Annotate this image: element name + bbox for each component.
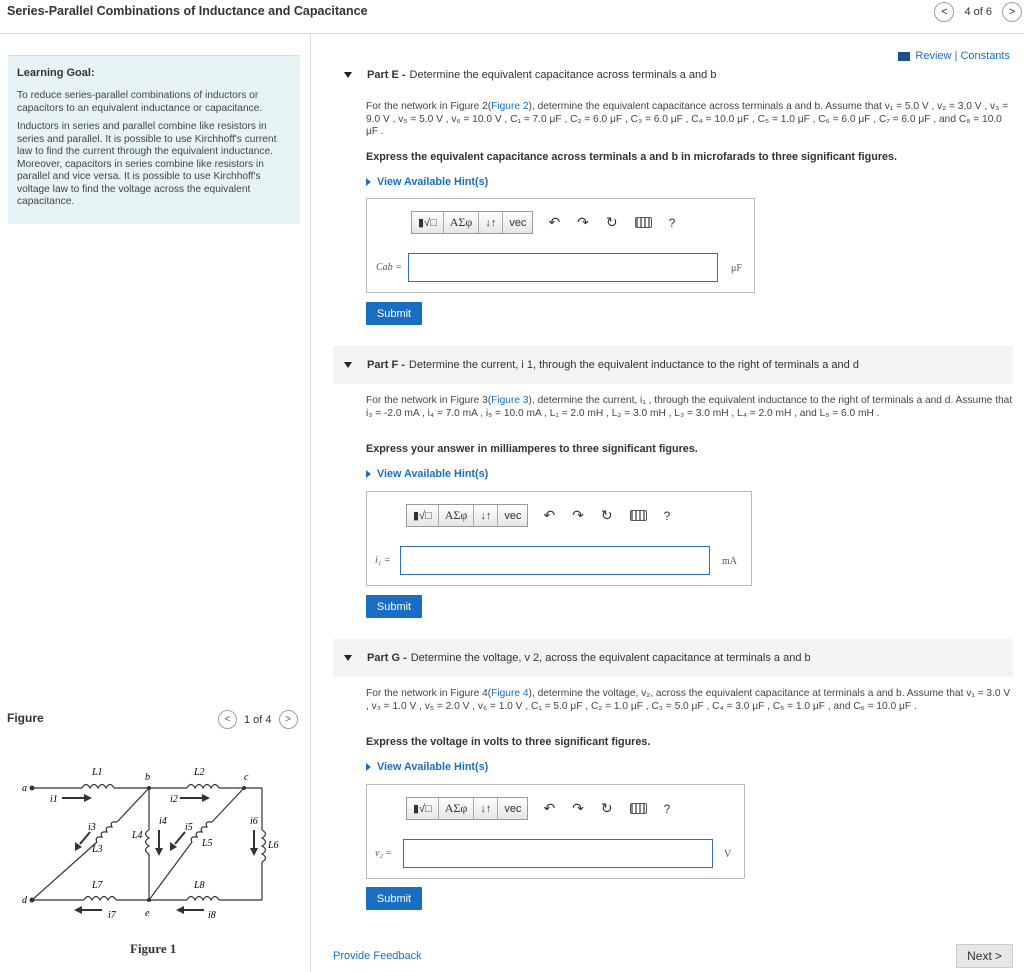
part-g-heading: Determine the voltage, v 2, across the equivalent capacitance at terminals a and b bbox=[410, 652, 811, 664]
part-g-prefix: Part G - bbox=[367, 652, 407, 664]
expand-triangle-icon bbox=[366, 763, 371, 771]
part-g-answer-box bbox=[366, 784, 745, 879]
label-c: c bbox=[244, 772, 249, 783]
part-g-hint-link[interactable] bbox=[366, 761, 488, 773]
label-b: b bbox=[145, 772, 150, 783]
collapse-triangle-icon[interactable] bbox=[344, 72, 352, 78]
label-i6: i6 bbox=[250, 816, 258, 827]
part-f-answer-box bbox=[366, 491, 752, 586]
page-title: Series-Parallel Combinations of Inductance and Capacitance bbox=[7, 4, 368, 18]
part-e-submit-button[interactable]: Submit bbox=[366, 302, 422, 325]
panel-divider bbox=[310, 34, 311, 972]
label-i4: i4 bbox=[159, 816, 167, 827]
arrows-button[interactable]: ↓↑ bbox=[474, 798, 498, 819]
chevron-left-icon: < bbox=[941, 6, 948, 18]
math-toolbar-group bbox=[411, 211, 533, 234]
undo-icon[interactable]: ↶ bbox=[548, 214, 561, 230]
part-f-prefix: Part F - bbox=[367, 359, 405, 371]
label-i5: i5 bbox=[185, 822, 193, 833]
label-i2: i2 bbox=[170, 794, 178, 805]
inductor-L6 bbox=[262, 830, 266, 862]
redo-icon[interactable]: ↷ bbox=[577, 214, 589, 230]
label-L3: L3 bbox=[92, 844, 103, 855]
inductor-L2 bbox=[187, 785, 219, 789]
redo-icon[interactable]: ↷ bbox=[572, 800, 584, 816]
part-g-answer-label: v₂ = bbox=[375, 848, 393, 859]
part-e-hint-text[interactable]: View Available Hint(s) bbox=[377, 176, 489, 188]
template-icon[interactable]: ▮√□ bbox=[412, 212, 444, 233]
arrows-button[interactable]: ↓↑ bbox=[479, 212, 503, 233]
math-toolbar bbox=[406, 797, 670, 820]
part-g-unit: V bbox=[724, 849, 732, 860]
part-e-instruction: Express the equivalent capacitance across terminals a and b in microfarads to three significant figures. bbox=[366, 151, 898, 163]
redo-icon[interactable]: ↷ bbox=[572, 507, 584, 523]
part-g-header[interactable] bbox=[333, 639, 1013, 677]
part-e-hint-link[interactable] bbox=[366, 176, 488, 188]
template-icon[interactable]: ▮√□ bbox=[407, 505, 439, 526]
part-g-body-start: For the network in Figure 4( bbox=[366, 688, 492, 699]
reset-icon[interactable]: ↻ bbox=[600, 800, 613, 816]
circuit-figure bbox=[22, 760, 282, 930]
current-arrow-i3 bbox=[80, 832, 90, 844]
part-g-instruction: Express the voltage in volts to three significant figures. bbox=[366, 736, 651, 748]
part-f-hint-link[interactable] bbox=[366, 468, 488, 480]
prev-problem-button[interactable] bbox=[934, 2, 954, 22]
learning-goal-title: Learning Goal: bbox=[17, 67, 95, 79]
page-indicator: 4 of 6 bbox=[964, 6, 992, 18]
label-L1: L1 bbox=[92, 767, 103, 778]
figure-2-link[interactable]: Figure 2 bbox=[491, 101, 529, 112]
label-L7: L7 bbox=[92, 880, 103, 891]
inductor-L7 bbox=[84, 897, 116, 901]
part-f-submit-button[interactable]: Submit bbox=[366, 595, 422, 618]
label-L4: L4 bbox=[132, 830, 143, 841]
vec-button[interactable]: vec bbox=[504, 509, 522, 522]
chevron-left-icon: < bbox=[224, 714, 231, 725]
label-L2: L2 bbox=[194, 767, 205, 778]
prev-figure-button[interactable] bbox=[218, 710, 237, 729]
figure-4-link[interactable]: Figure 4 bbox=[491, 688, 529, 699]
help-icon[interactable]: ? bbox=[663, 801, 671, 816]
part-f-header[interactable] bbox=[333, 346, 1013, 384]
template-icon[interactable]: ▮√□ bbox=[407, 798, 439, 819]
greek-button[interactable]: ΑΣφ bbox=[439, 798, 475, 819]
next-problem-button[interactable] bbox=[1002, 2, 1022, 22]
part-e-unit: μF bbox=[731, 263, 742, 274]
label-L6: L6 bbox=[268, 840, 279, 851]
learning-goal-paragraph: Inductors in series and parallel combine like resistors in series and parallel. It is possible to use Kirchhoff's current law to find the current through the equivalent inductance. Moreover, capacitors in series combine like resistors in parallel and vice versa. It is possible to use Kirchhoff's voltage law to find the voltage across the equivalent capacitance. bbox=[17, 121, 277, 207]
keyboard-icon[interactable] bbox=[630, 803, 647, 814]
greek-button[interactable]: ΑΣφ bbox=[439, 505, 475, 526]
label-e: e bbox=[145, 908, 150, 919]
label-i7: i7 bbox=[108, 910, 116, 921]
help-icon[interactable]: ? bbox=[668, 215, 676, 230]
expand-triangle-icon bbox=[366, 470, 371, 478]
label-i3: i3 bbox=[88, 822, 96, 833]
collapse-triangle-icon[interactable] bbox=[344, 362, 352, 368]
chevron-right-icon: > bbox=[994, 949, 1002, 963]
keyboard-icon[interactable] bbox=[635, 217, 652, 228]
part-g-problem-text bbox=[366, 688, 1014, 713]
provide-feedback-link[interactable]: Provide Feedback bbox=[333, 950, 422, 962]
label-d: d bbox=[22, 895, 27, 906]
expand-triangle-icon bbox=[366, 178, 371, 186]
math-toolbar bbox=[406, 504, 670, 527]
inductor-L1 bbox=[82, 785, 114, 789]
part-f-instruction: Express your answer in milliamperes to three significant figures. bbox=[366, 443, 698, 455]
vec-button[interactable]: vec bbox=[504, 802, 522, 815]
label-L5: L5 bbox=[202, 838, 213, 849]
vec-button[interactable]: vec bbox=[509, 216, 527, 229]
label-a: a bbox=[22, 783, 27, 794]
learning-goal-panel bbox=[8, 55, 300, 224]
part-g-submit-button[interactable]: Submit bbox=[366, 887, 422, 910]
part-g-hint-text[interactable]: View Available Hint(s) bbox=[377, 761, 489, 773]
part-e-header[interactable] bbox=[333, 56, 1013, 94]
part-e-answer-input[interactable] bbox=[408, 253, 718, 282]
next-button[interactable] bbox=[956, 944, 1013, 968]
undo-icon[interactable]: ↶ bbox=[543, 800, 556, 816]
problem-pager bbox=[934, 2, 1022, 22]
reset-icon[interactable]: ↻ bbox=[600, 507, 613, 523]
learning-goal-paragraph: To reduce series-parallel combinations of inductors or capacitors to an equivalent inductance or capacitance. bbox=[17, 90, 263, 114]
part-f-answer-label: i₁ = bbox=[375, 555, 391, 566]
math-toolbar-group bbox=[406, 797, 528, 820]
part-f-unit: mA bbox=[722, 556, 737, 567]
undo-icon[interactable]: ↶ bbox=[543, 507, 556, 523]
next-button-label[interactable]: Next bbox=[967, 949, 992, 963]
label-i1: i1 bbox=[50, 794, 58, 805]
part-f-heading: Determine the current, i 1, through the equivalent inductance to the right of terminals a and d bbox=[408, 359, 859, 371]
part-e-prefix: Part E - bbox=[367, 69, 406, 81]
collapse-triangle-icon[interactable] bbox=[344, 655, 352, 661]
part-e-problem-text bbox=[366, 101, 1014, 139]
label-i8: i8 bbox=[208, 910, 216, 921]
arrows-button[interactable]: ↓↑ bbox=[474, 505, 498, 526]
chevron-right-icon: > bbox=[285, 714, 291, 725]
help-icon[interactable]: ? bbox=[663, 508, 671, 523]
part-e-answer-box bbox=[366, 198, 755, 293]
figure-pager bbox=[218, 710, 298, 729]
part-g-answer-input[interactable] bbox=[403, 839, 713, 868]
figure-caption: Figure 1 bbox=[130, 941, 177, 956]
figure-3-link[interactable]: Figure 3 bbox=[491, 395, 529, 406]
inductor-L4 bbox=[146, 830, 150, 854]
part-f-answer-input[interactable] bbox=[400, 546, 710, 575]
part-f-hint-text[interactable]: View Available Hint(s) bbox=[377, 468, 489, 480]
current-arrow-i5 bbox=[175, 832, 185, 844]
part-f-problem-text bbox=[366, 395, 1014, 420]
review-constants-text[interactable]: Review | Constants bbox=[915, 50, 1010, 62]
math-toolbar bbox=[411, 211, 675, 234]
reset-icon[interactable]: ↻ bbox=[605, 214, 618, 230]
keyboard-icon[interactable] bbox=[630, 510, 647, 521]
part-e-body-end: ), determine the equivalent capacitance across terminals a and b. Assume that v₁ = 5.0 V , v₂ = 3.0 V , v₃ = 9.0 V , v₅ = 5.0 V , v₆ = 10.0 V , C₁ = 7.0 μF , C₂ = 6.0 μF , C₃ = 6.0 μF , C₄ = 10.0 μF , C₅ = 1.0 μF , C₆ = 6.0 μF , C₇ = 6.0 μF , and C₈ = 10.0 μF . bbox=[366, 101, 1009, 137]
figure-page-indicator: 1 of 4 bbox=[244, 713, 272, 726]
greek-button[interactable]: ΑΣφ bbox=[444, 212, 480, 233]
next-figure-button[interactable] bbox=[279, 710, 298, 729]
label-L8: L8 bbox=[194, 880, 205, 891]
part-e-body-start: For the network in Figure 2( bbox=[366, 101, 492, 112]
inductor-L3 bbox=[96, 822, 117, 842]
chevron-right-icon: > bbox=[1008, 6, 1016, 18]
part-f-body-end: ), determine the current, i₁ , through the equivalent inductance to the right of terminals a and d. Assume that i₃ = -2.0 mA , i₄ = 7.0 mA , i₅ = 10.0 mA , L₁ = 2.0 mH , L₂ = 3.0 mH , L₃ = 3.0 mH , L₄ = 2.0 mH , and L₅ = 6.0 mH . bbox=[366, 395, 1013, 419]
part-e-heading: Determine the equivalent capacitance across terminals a and b bbox=[409, 69, 717, 81]
math-toolbar-group bbox=[406, 504, 528, 527]
figure-label: Figure bbox=[7, 711, 44, 725]
header-divider bbox=[0, 33, 1024, 34]
inductor-L8 bbox=[187, 897, 219, 901]
part-g-body-end: ), determine the voltage, v₂, across the equivalent capacitance at terminals a and b. Assume that v₁ = 3.0 V , v₃ = 1.0 V , v₅ = 2.0 V , v₆ = 1.0 V , C₁ = 5.0 μF , C₂ = 1.0 μF , C₃ = 5.0 μF , C₄ = 3.0 μF , C₅ = 1.0 μF , and C₆ = 10.0 μF . bbox=[366, 688, 1011, 712]
part-f-body-start: For the network in Figure 3( bbox=[366, 395, 492, 406]
part-e-answer-label: Cab = bbox=[376, 262, 402, 273]
